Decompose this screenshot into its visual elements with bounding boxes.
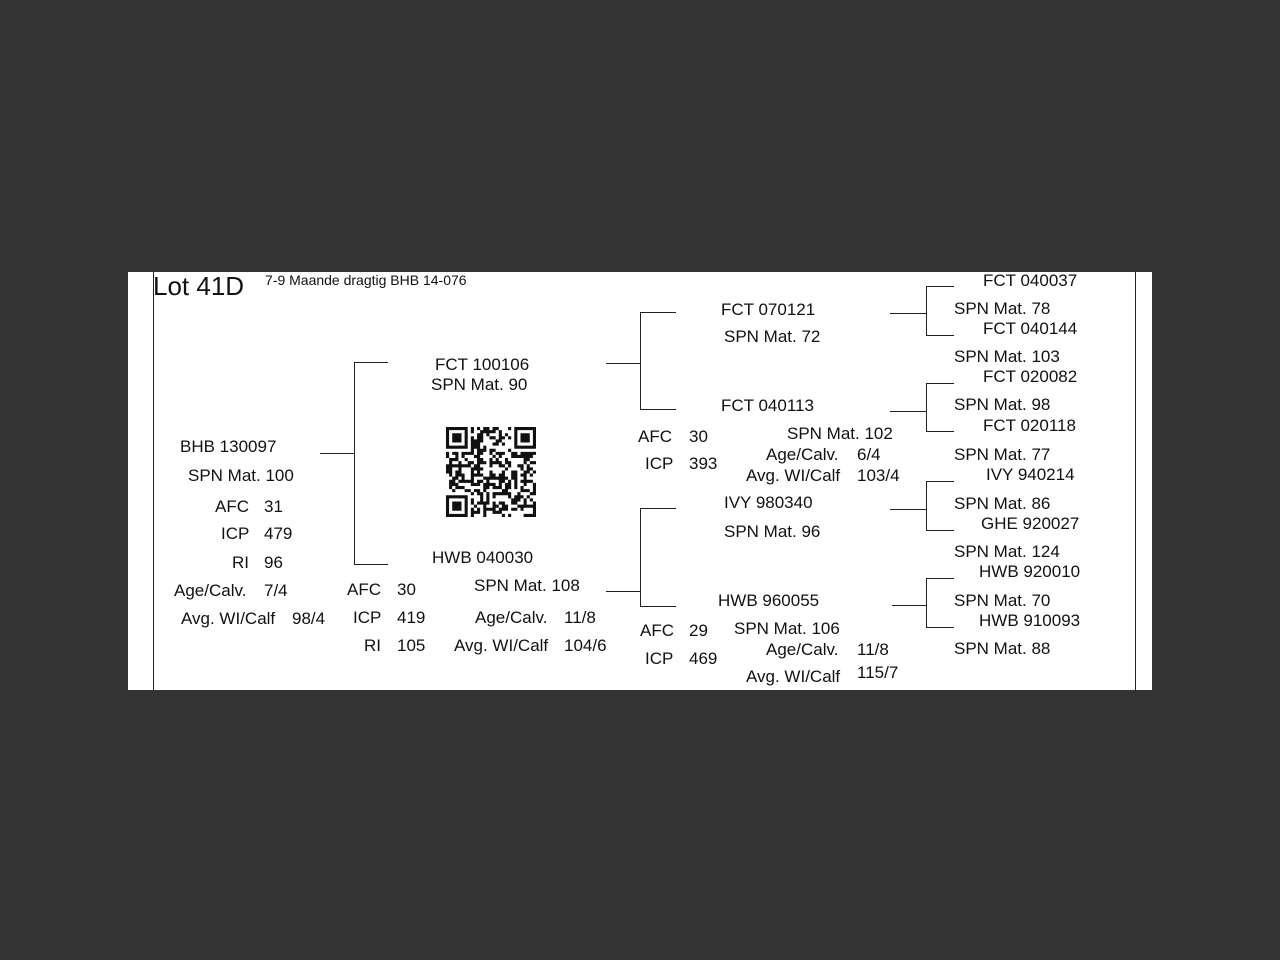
- dam-dam-afc-value: 29: [689, 621, 708, 640]
- dam-dam-afc-label: AFC: [640, 621, 674, 640]
- gg-spn: SPN Mat. 88: [954, 639, 1051, 658]
- animal-wi-value: 98/4: [292, 609, 326, 628]
- dam-ri-value: 105: [397, 636, 426, 655]
- connector-animal: [320, 453, 354, 454]
- dam-icp-value: 419: [397, 608, 426, 627]
- bracket-gg1: [926, 286, 927, 335]
- sire-dam-afc-value: 30: [689, 427, 708, 446]
- left-margin-line: [153, 272, 154, 690]
- connector-gg3: [890, 509, 926, 510]
- connector-gg1-bottom: [926, 335, 954, 336]
- dam-age-value: 11/8: [564, 608, 596, 627]
- dam-dam-id: HWB 960055: [718, 591, 820, 610]
- animal-ri-value: 96: [264, 553, 283, 572]
- dam-dam-icp-label: ICP: [645, 649, 674, 668]
- dam-afc-value: 30: [397, 580, 416, 599]
- sire-dam-spn: SPN Mat. 102: [787, 424, 893, 443]
- connector-dam-out: [606, 591, 640, 592]
- bracket-gg2: [926, 383, 927, 431]
- connector-sire-out: [606, 363, 640, 364]
- animal-age-value: 7/4: [264, 581, 288, 600]
- gg-id: FCT 020118: [983, 416, 1076, 435]
- animal-spn: SPN Mat. 100: [188, 466, 294, 485]
- animal-id: BHB 130097: [180, 437, 277, 456]
- gg-id: FCT 040144: [983, 319, 1078, 338]
- connector-gg1: [890, 313, 926, 314]
- animal-ri-label: RI: [232, 553, 249, 572]
- gg-spn: SPN Mat. 124: [954, 542, 1060, 561]
- dam-spn: SPN Mat. 108: [474, 576, 580, 595]
- sire-id: FCT 100106: [435, 355, 530, 374]
- connector-gg2-bottom: [926, 431, 954, 432]
- dam-id: HWB 040030: [432, 548, 534, 567]
- gg-spn: SPN Mat. 86: [954, 494, 1051, 513]
- connector-dam-sire: [640, 508, 676, 509]
- dam-dam-icp-value: 469: [689, 649, 718, 668]
- bracket-gg3: [926, 481, 927, 530]
- animal-wi-label: Avg. WI/Calf: [181, 609, 276, 628]
- dam-dam-spn: SPN Mat. 106: [734, 619, 840, 638]
- gg-id: FCT 020082: [983, 367, 1078, 386]
- connector-gg1-top: [926, 286, 954, 287]
- dam-age-label: Age/Calv.: [475, 608, 548, 627]
- bracket-parents: [354, 362, 355, 564]
- sire-spn: SPN Mat. 90: [431, 375, 528, 394]
- gg-spn: SPN Mat. 98: [954, 395, 1051, 414]
- dam-icp-label: ICP: [353, 608, 382, 627]
- connector-gg4: [892, 605, 926, 606]
- dam-wi-label: Avg. WI/Calf: [454, 636, 549, 655]
- gg-id: HWB 910093: [979, 611, 1081, 630]
- gg-id: IVY 940214: [986, 465, 1075, 484]
- sire-sire-id: FCT 070121: [721, 300, 816, 319]
- bracket-sire-parents: [640, 312, 641, 409]
- gg-id: HWB 920010: [979, 562, 1081, 581]
- connector-sire-dam: [640, 409, 676, 410]
- lot-description: 7-9 Maande dragtig BHB 14-076: [265, 272, 467, 288]
- gg-spn: SPN Mat. 78: [954, 299, 1051, 318]
- connector-dam-dam: [640, 606, 676, 607]
- sire-dam-afc-label: AFC: [638, 427, 672, 446]
- dam-dam-age-value: 11/8: [857, 640, 889, 659]
- sire-dam-age-label: Age/Calv.: [766, 445, 839, 464]
- dam-sire-spn: SPN Mat. 96: [724, 522, 821, 541]
- connector-gg4-bottom: [926, 627, 954, 628]
- dam-dam-wi-value: 115/7: [857, 663, 899, 682]
- dam-ri-label: RI: [364, 636, 381, 655]
- sire-dam-icp-label: ICP: [645, 454, 674, 473]
- animal-icp-label: ICP: [221, 524, 250, 543]
- connector-dam: [354, 564, 388, 565]
- pedigree-page: [128, 272, 1152, 690]
- sire-dam-age-value: 6/4: [857, 445, 881, 464]
- bracket-dam-parents: [640, 508, 641, 606]
- gg-id: FCT 040037: [983, 272, 1078, 290]
- gg-spn: SPN Mat. 103: [954, 347, 1060, 366]
- connector-sire: [354, 362, 388, 363]
- sire-dam-id: FCT 040113: [721, 396, 814, 415]
- sire-dam-wi-value: 103/4: [857, 466, 900, 485]
- sire-dam-icp-value: 393: [689, 454, 718, 473]
- animal-icp-value: 479: [264, 524, 293, 543]
- qr-code-image: [446, 427, 536, 517]
- sire-dam-wi-label: Avg. WI/Calf: [746, 466, 841, 485]
- gg-spn: SPN Mat. 70: [954, 591, 1051, 610]
- connector-gg4-top: [926, 578, 954, 579]
- connector-gg2: [890, 411, 926, 412]
- dam-afc-label: AFC: [347, 580, 381, 599]
- lot-title: Lot 41D: [153, 272, 245, 301]
- animal-afc-value: 31: [264, 497, 283, 516]
- gg-id: GHE 920027: [981, 514, 1080, 533]
- dam-wi-value: 104/6: [564, 636, 607, 655]
- dam-dam-age-label: Age/Calv.: [766, 640, 839, 659]
- connector-gg3-top: [926, 481, 954, 482]
- gg-spn: SPN Mat. 77: [954, 445, 1051, 464]
- connector-sire-sire: [640, 312, 676, 313]
- bracket-gg4: [926, 578, 927, 627]
- animal-afc-label: AFC: [215, 497, 249, 516]
- right-margin-line: [1135, 272, 1136, 690]
- connector-gg2-top: [926, 383, 954, 384]
- dam-dam-wi-label: Avg. WI/Calf: [746, 667, 841, 686]
- sire-sire-spn: SPN Mat. 72: [724, 327, 821, 346]
- animal-age-label: Age/Calv.: [174, 581, 247, 600]
- dam-sire-id: IVY 980340: [724, 493, 813, 512]
- connector-gg3-bottom: [926, 530, 954, 531]
